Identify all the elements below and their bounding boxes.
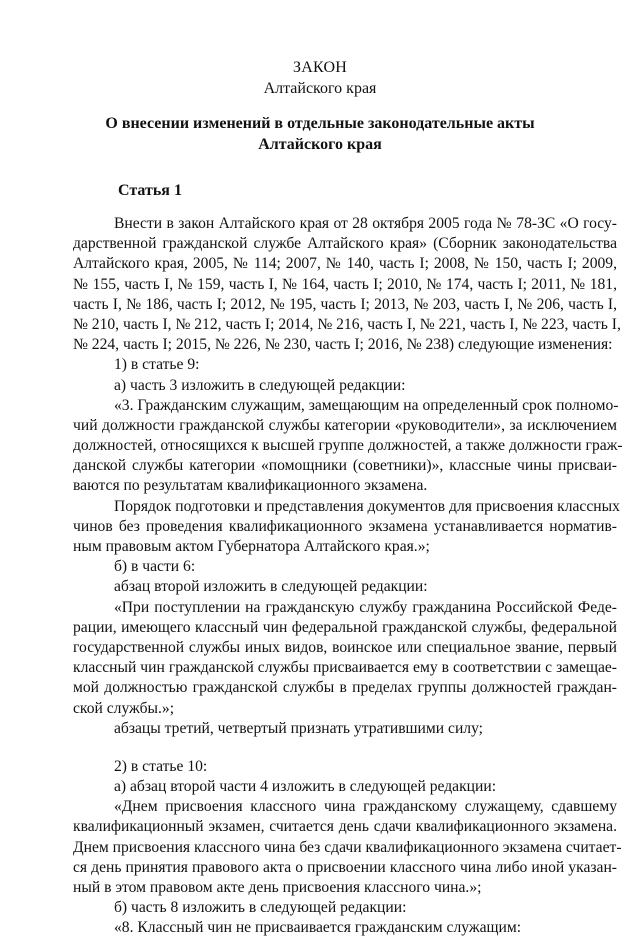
- text-line: «Днем присвоения классного чина гражданскому служащему, сдавшему: [114, 798, 617, 816]
- paragraph-gap: [73, 739, 617, 757]
- document-heading-line: Алтайского края: [258, 136, 382, 153]
- text-line: ным правовым актом Губернатора Алтайского края.»;: [73, 538, 430, 555]
- text-line: ный в этом правовом акте день присвоения классного чина.»;: [73, 879, 482, 896]
- text-line: б) в части 6:: [114, 558, 196, 576]
- text-line: ся день принятия правового акта о присвоении классного чина либо иной указан-: [73, 858, 617, 876]
- text-line: дарственной гражданской службе Алтайского края» (Сборник законодательства: [73, 235, 617, 253]
- text-line: № 224, часть I; 2015, № 226, № 230, часть I; 2016, № 238) следующие изменения:: [73, 336, 613, 354]
- text-line: № 210, часть I, № 212, часть I; 2014, № 216, часть I, № 221, часть I, № 223, часть I,: [73, 315, 621, 333]
- text-line: а) часть 3 изложить в следующей редакции:: [114, 376, 406, 394]
- text-line: б) часть 8 изложить в следующей редакции:: [114, 899, 407, 917]
- text-line: Порядок подготовки и представления документов для присвоения классных: [114, 497, 620, 515]
- text-line: чинов без проведения квалификационного экзамена устанавливается норматив-: [73, 517, 617, 535]
- text-line: рации, имеющего классный чин федеральной гражданской службы, федеральной: [73, 618, 617, 636]
- document-heading-line: О внесении изменений в отдельные законодательные акты: [105, 115, 535, 132]
- text-line: классный чин гражданской службы присваивается ему в соответствии с замещае-: [73, 659, 617, 677]
- text-line: чий должности гражданской службы категории «руководители», за исключением: [73, 416, 617, 434]
- article-heading: Статья 1: [118, 182, 182, 199]
- law-title: ЗАКОН: [293, 59, 347, 76]
- text-line: Алтайского края, 2005, № 114; 2007, № 140, часть I; 2008, № 150, часть I; 2009,: [73, 255, 617, 273]
- text-line: ваются по результатам квалификационного экзамена.: [73, 477, 428, 495]
- article-body: [73, 214, 623, 939]
- text-line: квалификационный экзамен, считается день сдачи квалификационного экзамена.: [73, 818, 617, 836]
- text-line: данской службы категории «помощники (советники)», классные чины присваи-: [73, 457, 617, 475]
- text-line: ской службы.»;: [73, 699, 175, 717]
- text-line: абзац второй изложить в следующей редакции:: [114, 578, 428, 596]
- text-line: абзацы третий, четвертый признать утратившими силу;: [114, 719, 483, 737]
- text-line: а) абзац второй части 4 изложить в следующей редакции:: [114, 778, 497, 796]
- text-line: государственной службы иных видов, воинское или специальное звание, первый: [73, 638, 617, 656]
- text-line: № 155, часть I, № 159, часть I, № 164, часть I; 2010, № 174, часть I; 2011, № 181,: [73, 275, 617, 293]
- region-title: Алтайского края: [263, 80, 377, 97]
- text-line: «При поступлении на гражданскую службу гражданина Российской Феде-: [114, 598, 617, 616]
- text-line: «3. Гражданским служащим, замещающим на определенный срок полномо-: [114, 396, 619, 414]
- text-line: часть I, № 186, часть I; 2012, № 195, часть I; 2013, № 203, часть I, № 206, часть I,: [73, 295, 617, 313]
- document-heading: [0, 113, 640, 155]
- text-line: Днем присвоения классного чина без сдачи квалификационного экзамена считает-: [73, 838, 622, 856]
- text-line: мой должностью гражданской службы в пределах группы должностей граждан-: [73, 679, 617, 697]
- text-line: «8. Классный чин не присваивается гражданским служащим:: [114, 919, 522, 937]
- text-line: 1) в статье 9:: [114, 356, 200, 374]
- text-line: должностей, относящихся к высшей группе должностей, а также должности граж-: [73, 437, 623, 455]
- text-line: Внести в закон Алтайского края от 28 октября 2005 года № 78-ЗС «О госу-: [114, 215, 617, 232]
- text-line: 2) в статье 10:: [114, 757, 208, 775]
